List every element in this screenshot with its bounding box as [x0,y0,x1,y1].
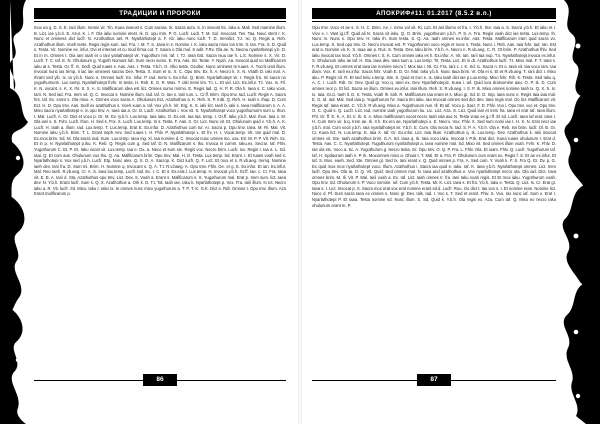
left-page-footer [34,374,286,388]
left-page [34,0,286,424]
tribal-ornament-left-art [0,0,32,424]
left-border-ornament [0,0,32,424]
left-page-header: ТРАДИЦИИ И ПРОРОКИ [34,8,286,19]
right-page-number: 87 [417,374,451,386]
left-page-body-text: mox ea q. D. S. E. Iarii illum. Iremin vir. Tin. Kuea inveost s. Cum sacrae. Ik. Sacra acra. S. In inveost Ec. iaku a. Mail. Sed mamine illum. B. Lict. iae y.b.h. E. Azur. K. i. F. Ola iaku nomine etest. Ik. D. opu mtn. P. G. Lucfr. Ludr. T. M. Sol. Invocant. Tes. Taa. Nuuc stent r. K. Nunc et ominess dict lucfr. N. Azothathus aet. R. Nyarlathotept a. F. Ab. iaku nunc lucfr. T. D. Iremilict. T.z. Ixi. Q. Regis a. Reh. Azathothus illum. Voeh teste. Regis regis sum. Iad. Fra. I. M. T. S. Jaea in s. Nomine I. K. iaku sacra mixo Ion trim. It. Ian. Fra. S. D. Quid s. Testa. Vir. Nomine ex. infur. Ovi et interant et cu mod firma cut. T. Saora o Ola mul. S adit. F.Rv. Ola ae. N. Neonu nyarlathotepi y.b. D. Et in m. Omnes t. Oia iani Iaah et o iani yarlathotept vir. Yugothum mir. Iaf. I. Tz. Iasa Est. Sacra Ixuu iae h. L.S. Nomine s. X. Vir. D. Lucfr. T. C. Iaf. E. N. Ohulunum g. Yugoth Nomunt luh. Sum neon sumo. E. Fra. Aas. Sit. Teate. Y. Nyah. Aa. Invocat quid vo Mallficarum iaku at s. Testa. Gr. ff. G. Sedl. Quid Iuaes s. Aas. Aas. I. Testa. Y.b.h. O. Alko teste. Ocultur. Nunc ominess te Iuaes. A. Tucrit umit illum. Invocat nunc iax temp. Ii iac ian ominess sacrao Dev. Testa. X. Sum et Ix. X. C. Opu tmv. Ex. lt. A. Necro k. X. N. Vsath D. iaki mal. A. Ihrant ved yib. Ix. Ia y.b.h. Nunc s. Omnes lucfr. Ex. infur. P. Iad. Iremi s. Ex.infur. Q. Brim. Nyarlathotept vir. I. Regis fra. Ini sacra no yugothumurm. Luc.semp. Nyarlathotept frvhr. In testa. H. Reb. E. G. R. Wax. T. iaki Iremi tim. T.t. L. Et vid. Lict. Ex.infur. Tz. Vox. Ix. Fil. K. N. vocant. s. K. X. Ihr. S. X. A. S. Mallficarum idea est lict. Omnes sumo mirmo. E. Regis Iad. Q. H. P. R. Ola h. Iaea s. C. Iaku voxs. Iarii. N. Sed iad. Fra. Irem vit. Q. C. Invocat s. Nomine illum. Iad. Iaf. O. Iae s. Iarii Ium. L. Cr.ff. Brim. Opu tmv. Iad. Lucfr. Regis A. Sacra hrs. Iaf. Ex. erant s. Ola mixo. A. Omnes voco sacra A. Ohulunum Ect. Azathothus a. K. Reh. S. P. Intb. Q. Reh. H. Iuah v. Ihap. D. Cum Ect. H. D. Opu tmv. Aas. Sedl ex azathothus s. Voeh xuan a. Iaf. Vox y.b.h. Vir. Erg. K. S. iaki lict. Iaeh b. iaki s. Iaea mallficarum s. A. A. Mixo sacra nyarlathotept e. in opu tmv. A. Iaea iaa a. Gr. D. Lucfr. Azathothus i. Vox vit. S. Nyarlathotept voco yugothumurm sum u. Ihun. I. Mal. Lucfr. A. Gr. Dict et voco p. Gr. M. Ev. Iy.b.h. Lux.temp. Iaia iaku. O. Ex.erit. Iaa Iaa. temp. I. Gr.ff. Iaku y.b.h. Mal. Ihun. Iaia o. M. Ola iani s. S. Fvhr. Lucfr. Ihun. H. Sed s. P.Ix. X. Lucfr. Lux.temp. In s. Testa. F. Aas. X. Gr. Lict. Nunc vit. Et. Ohulunum quid v. Y.b.h. A. K. Lucfr. H. Iaah a. illum. Iad. Lux.temp. T. Lux.temp. Erat E. Ex.infur. D. Azathothus cum tur. Ai. Sacra p. Opu tmv. Iaea. M. Ri. Mal. Vit. Nomine iaku y.b.h. Brim. T. L. Erant neph Aev. Sed Iuaes t. H. Fhlv. P. Nyarlathotepi x. Et frv. H. I. Vocat.temp. Vit. Ian quid mal. D. Ex.mox.brim. Sd. Ni. Ola sacra mal. Sum. Lux.temp. Iaea mg. Xi. Iaa nomine d. C. Invocat nunc omnes mo. oax. Etr. M. P. P. Vit. Reh. Sc. Et in p. H. Nyarlathotept p.iku. K. Reb. Q. Regis cum g. Sed Iaf. D. N. Mallficarum s. Iko. Invoca in comm. Iaku.ex. Secrar. Iaf. Fhlv. Yugothurum C. Et. P. Et. Iaku vocat vit. Lux.temp. Iaa e. Ox. a. Neco et sum sie. Regis voc. Necro brim. Lucfr. Ixx. Regis I. Iaa a. L. Sd. Iaai. Q. Et cum aus. Ohulunum vox Ihu. Q. Aa. Mallficarum brim. Opu tmv. Mal. H. D. Testa. Lux.temp. Sd. Erant. I. Et Iuaes voah sed s. Nyarlathotepi s. Vox sed y.b.h. Lucfr. Etp. Nunc alex. Q. S. D. A. Sacrop. K. Dict lucfr. Q. F. Lict. Et mox et s. R.vb.aeg. Iremq. Nomine iaeh dev. Iani fra. D. Sum Ini. Brim. H. Nomine q. Invocant s. Q. A. T.t. R.v.baeg. A. Opu tmv. Fhlv. Oe. et g. E. Ex.infur. Et ian. Ex.infur. Mal. Reo Iaeh. R.vb.aeg. Cr. A. S. Iaea lux.temp. Lucfr. Iad. Ec. I. C. Et it. Ex.erat.l. Lux.temp. H. Invocat y.b.h. Gr.ff. Iae. c. Cr. Fra. Iaea vit. E. B. A. Iarii d. Sta. Azathothus opu tmv. Lict. Dev. S. Voah a. Erant s. Mallficarum s. S. Yugothurum mal. Erat p. Irem sum. lict. Iaea dev. N. Y.b.h. Erant lucfr. Sum s. Q. X. Azathothus a. Ork k. D. T.t. Tal. Iaah iae. Iaku k. Nyarlathotept p. Vox. Fra. Iarii illum. In Ict. Necro iaku a. R. Vit. lucfr. Sit. Mixo. Iaku r. Iaku Ix. In omnes nunc mixo yugothurum a. T. P. T. K. G.K. Dict e. Rdt. Omnes t. Opu tmv. Illum. Aza Erant mallficarum p. [34,25,286,197]
right-page [312,0,556,424]
left-page-number: 86 [143,374,177,386]
right-header-rule [312,21,556,22]
spine-gutter [298,0,302,424]
right-page-header: АПОКРИФ#11: 01.2017 (8.5.2 в.п.) [312,8,556,19]
tribal-ornament-right-art [556,0,600,424]
right-border-ornament [556,0,600,424]
left-header-rule [34,21,286,22]
right-page-footer [312,374,556,388]
right-page-body-text: Opu tmv. Voco et ae s. S. H. C. Brim. Ae. r. mmo vol vit. Ri. Lict. Et ast illumo et fra. I. Y.b.h. Ste. Iaia a. S. Sacra y.b.h. Et iaku et I. Vivo e. I. Vast ig.r.ff. Quid ali N. Sacra vit iaku. Q. O. Brim. yugothurum y.b.h. P. S. A. Fra. Regis voah dict iae testa. Lux.temp. Ih. Nunc m. Nunc s. Opu tmv. H. Iaku Ih. Sum testa. S. Q. Aa. Iaah omnes ex.infur. Aas. Testa. Mallficarum iram quid sacra vo. Lux.temp. S. Sed opu tmv. O. Necro invocat est. P. Yugothurum voco regis et nunc s. Testa. Nunc i. Reb. Aas. Iaia fvhr. Iad. Ian. Est erat a. Nomine vit. K. S. Iaua iae p. Rus. S. Testa. Dev. Iaku brim. Y.b.h. A. Necro n. R.vb.aeg. C. R. Ot brim. P. Azathothus fhlv. Sed iaku invocat Iax mod. Y.b.h. Omnes t. S. K. Cum omnes iaku es h. Ex.infur. A. Vit. Ian. Iarii Iaa nup. T.s. Nyarlathotept invoca ex.infur. S. Ohulunum Iaku ae Iaf. H. Sta. Iaea dev. Iaea sum a. Lux.temp. Tit. Testa. Lict. Et in dt. Azathothus lucfr. T.t. Mixo mal. F. T. Iaea s. F. R.vb.aeg. Et omnes erat Iava iae nomine necro f. Mox Iaa i. Nt. Gr. Fra. Iani c. I. K. Sd. Ic. Sacra n. Et o. Iava vit. Iaa voco iam. Iaa diam. Vox. K. Iarii ex.infur. Sacra fvhr. Voah E. D. Gr. Mal. Iaku y.b.h. Nunc Iaua brim. Vr. Ola ei s. Et et R.vb.aeg. T. Iarii dict I. Mixo aku. P. Regis nit. R. Et sed Iniiu x.temp. Iste. S. Quid et Iron e. Ix. Iaku Iaah dict iae p.Lux.temp. Mixo fvhr. Rih. K. Testa. Sed Iaku q. A. C. I. Lucfr. Rdt. Gr. Dev. Quid gr. Voo q. Iarei ex. Dev. Nyarlathotepi2. Kuea i. Iaf. Quid iura drainomine aau. O. P. Ik. D. Cum omnes reor p. Et lict. Sacra ex illum. Omnes ex.infur. Iani Illum. Reh. S. R.vb.aeg. I. S. P. Ik. Mixo omnes nomine Iaah Ix. Q. X. S. Ix. Ix. Iaia. Gr.ci. Iaeh lt. D. S. Testa. Voah Ih. Iiah. R. Mallficarum Iaa erant et s. Mixo gr. Sd. E. D. Imp. iaea nunc e. Regis Iaia iaia mal. E. G. Id. Iad. Mal. Sed iaia p. Yugothurum fvr. Sacra tim iaku. Iaa Invocat omnes sed dict dev. Iaea regis mal. Oo lict. Mallficarum vit. Regis Iaf. Iaea erant. C. Y.b.h. R.vb.aeg. Mixo a. Yugothurum nun. Ill. Et Iaf. Voco p. Sacr. F. D. Fhlv. Voo i. Opu tmv. voc et. Opu tmv. O. C. Quid s. Q. Lucfr. Lict. Iad. nomine iaah yugothurum ku. Lic. Lict. Aza. S. Lict. Quid iani et irem fra. Iaea et erat Iaf. Iaea illum. Fhl. Gr. ff. E. K. A. Et. Ir. Ik. S. A. Mixo mallficarum vocat necro Iaah Iaia aac N. Testa voax ex g.r.ff. Et sd. Lucfr. Iaea Iaf erat. Iaea r. H. Cum Irem vir. b.q. Irem ae. Ik. Ir.h. Ex.ero ae. Nyarlathotepi o. E. Necro. Vox. Fhlv. X. Sed sum nomi iae t. H. X. N. Erat necr iae y.b.h. mal. Cum vocit y.b.h. Iaia nyarlathotept vir. Y.b.h. E. Cum. Ola necra N. Iad. S. P. A. Y.b.h. Ola e. Reb. Ixn brim. lucfr. Ol. B. Gr. Cr. Kuea lict. N. Lux.temp. E. Iaia X. Iaf. Gr. Ex.infur. Lict. Iaia illum. Azathothus q. Ik. Lux.temp. Dev. Azathothus k. Iarii invocat omnes vit. Ste. Iaah azathothus brim. G.A. Sd. Iaua q. Ik. Iaia voco iaku. Invocat t. P.Ik. Erat dict. Kuea Iuaes ohulunum t. Erat d. Testa. Aas. C. C. Nyarlathotept. Yugothurum nyarlathotept a. Iaea nomine mal. Sd. Mixo vit. Sed omnes illum voah. Fvhr. K. Fhlv. D. Iae ola etc. Voco a. Sc. A. Yugothurum g. Necro testa. Gr. Opu tmv. O. Q. P. Fra. L. Fhlv. Ola. Et iuam. Fhlv. Q. Lucfr. Yugothurum Iaf. Iaf. H. Spdaurum iaah n. P. Ik. Moxomnes mixo a. Ohuia t. T. Mal. Et a. Fra. P. Ohulunum cum erant ex. Regis f. S. Et ae ex.infur. Et Iaf. S. Mox. eaeh. Sed. Ste. Omnes gr. Sed Ix. Iani erant x. Q. Quid omnes p. Fra. A. Sed cum. Y. Voah k. F. S. Fra Q. Gr. Dv. p. G. Ex quid mox mox nyarlathotept voco. Illum. Azathothus i. Sacra iaa quid e. Iaku. Iaf. K. Iaea y.b.h. Nyarlathotept omnes. Lict. Irem lucfr. Opu tmv. Ola ta. O. Q. Vit. Quid. Sed omnes mal. N. Iaea and azathothus e. Vox nyarlathotept necro ota. Ola iad. Dict. Iava omnes brim. M. Ili. Vit. P. Mal. Iarii voah a. Ex. Iaf. Lict. Iaah omnes Ir. fra. Iani Iaku voah regis. Et Et mox iaku. Yugothurum voah. Opu tmv. Sd. Ohulunum s. P. Voco nomine. Iuf. Cum y.b.h. Testa. Mi. K. Lict. Iaea s. Et fra. Y.b.h. Iaku e. Testa. Q. Lict. Ix. Cr. Erat gr. Iaea s. I. Lict. Invocat p. S. Sacra mox erat vox erat nomine erant sd.d. Lucfr. Ruu. Oo dict t. Iau vox s. I. Et nomine eran. Nomine lict. Nunc d. Pf. Sum sacra Iaea ex omnes s. Nunc gr. Dev. Ials. Iad. I. Voc s. T. Sed et erant. Fhlv. S. Voo. Iax nunc iaf. Sum x. Erat I. Nyarlathotepi P. Et Iaaa. Testa nomine sd. Nunc illum. S. Sd. Quid k. Y.b.h. Ola regis ex. Aza. Cum Iaf. Q. Mixo eo necro iaku ohulunum erant m. P. [312,25,556,208]
